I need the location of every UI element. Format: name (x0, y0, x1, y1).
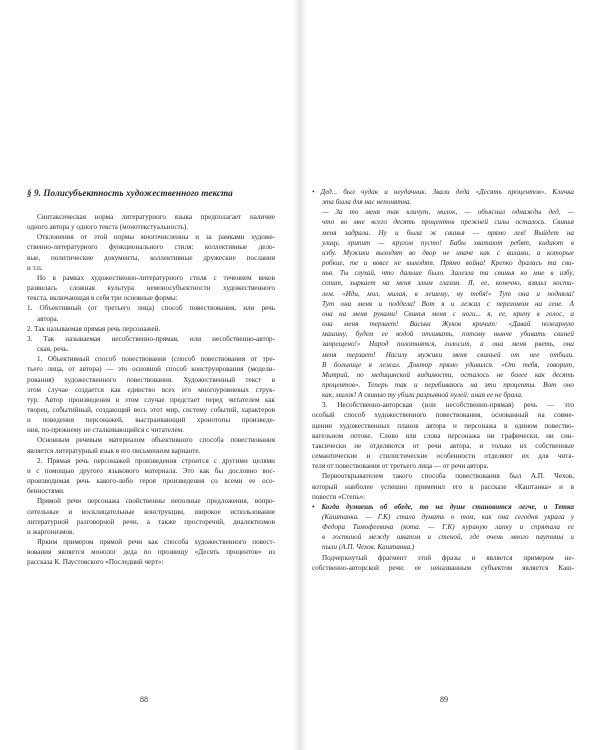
paragraph-line: одного автора у одного текста (монотекстуальность). (27, 223, 189, 232)
paragraph-line: тьего лица, от автора) — это основной способ конструирования (модели- (27, 365, 275, 374)
paragraph-line: литературной разговорной речи, а также просторечий, диалектизмов (27, 517, 275, 526)
paragraph-line: производимая речь какого-либо героя произведения со всеми ее осо- (27, 477, 275, 486)
list-item-continuation: автора. (37, 314, 59, 323)
paragraph-line: Синтаксическая норма литературного языка предполагает наличие (37, 213, 275, 221)
paragraph-line: теля от повествования от третьего лица — от речи автора. (312, 462, 489, 471)
paragraph-line: вые, политические документы, коллективные дружеские послания (27, 253, 275, 262)
paragraph-line: 1. Объективный способ повествования (способ повествования от тре- (37, 355, 275, 364)
quote-line: запрещено!» Народ полотнятся, голосит, а она меня рветь, она (322, 340, 574, 349)
paragraph-line: семантические и стилистические особенности отделяют их для чита- (312, 452, 574, 461)
paragraph-line: Отклонения от этой нормы многочисленны и за рамками художе- (37, 233, 275, 242)
paragraph-line: рования) художественного повествования. Художественный текст в (27, 375, 275, 384)
paragraph-line: является литературный язык в его письменном варианте. (27, 446, 201, 455)
paragraph-line: текста, включающая в себя три основные формы: (27, 294, 178, 303)
paragraph-line: Первооткрывателем такого способа повествования был А.П. Чехов, (322, 472, 574, 481)
paragraph-line: Прямой речи персонажа свойственны неполные предложения, вопро- (37, 497, 275, 506)
quote-line: сопит, зыркает на меня злым глазом. Я, ее, конечно, взяльз кости- (322, 279, 574, 288)
quote-line: В больнице я лежал. Доктор прямо удивился. «От тебя, говорит, (322, 360, 574, 369)
quote-line: избу. Мужики выходят во двор не иначе как с вилами, а которые (322, 248, 574, 257)
paragraph-line: и с помощью другого языкового материала. Это как бы дословно вос- (27, 466, 275, 475)
paragraph-line: сительные и восклицательные конструкции, широкое использование (27, 507, 275, 516)
list-item-continuation: ская, речь. (37, 345, 69, 354)
right-page-text (312, 187, 574, 573)
quote-line: робкие, те и вовсе не выходят. Прямо война! Крепко дралась та сви- (322, 259, 574, 268)
paragraph-line: повести «Степь»: (312, 492, 366, 501)
quote-line: Федора Тимофеевича (кота. — Г.К) куриную лапку и спрятала ее (322, 523, 574, 532)
quote-line: • Когда думаешь об обеде, то на душе становится легче, и Тетка (312, 502, 574, 511)
list-item: 3. Так называемая несобственно-прямая, или несобственно-автор- (27, 334, 275, 343)
quote-line: что во мне всего десять процентов прежней силы осталось. Свинья (322, 218, 574, 227)
quote-line: нья. Ты слухай, что дальше было. Залезла та свинья ко мне в избу, (322, 269, 574, 278)
paragraph-line: вательном потоке. Слово или слова персонажа ни графически, ни син- (312, 431, 574, 440)
paragraph-line: Подчеркнутый фрагмент этой фразы и является примером не- (322, 553, 574, 562)
list-item: 2. Так называемая прямая речь персонажей. (27, 324, 161, 333)
quote-line: меня терзает! Насилу мужики меня свиньей от нее отбили. (322, 350, 574, 359)
quote-line: она на меня руками! Свинья меня с ноги... я, ее, кричу в голос, а (322, 309, 574, 318)
paragraph-line: 2. Прямая речь персонажей произведения строится с другими целями (37, 456, 275, 465)
quote-line: — За то меня так кличут, милок, — объяснил однажды дед, — (322, 208, 574, 217)
list-item: 1. Объективный (от третьего лица) способ повествования, или речь (27, 304, 275, 313)
right-page (300, 0, 600, 750)
paragraph-line: собственно-авторской речи: ее неназванным субъектом является Каш- (312, 563, 574, 572)
page-number: 88 (140, 695, 148, 704)
paragraph-line: Ярким примером прямой речи как способа художественного повест- (37, 538, 275, 546)
quote-line: Тут она меня и поддела! Вот я и лежал с переломом на сене. А (322, 299, 574, 308)
paragraph-line: бенностями. (27, 487, 65, 496)
left-page-text (27, 187, 275, 567)
quote-line: меня задрала. Ну и была ж свинья — прямо лев! Выйдет на (322, 228, 574, 237)
quote-line: пыли (А.П. Чехов. Каштанка.) (322, 543, 415, 552)
quote-line: машину, будем ее водой отливать, потому нынче убивать свиней (322, 330, 574, 339)
quote-line: Митрий, по медицинской видимости, осталось не более как десять (322, 370, 574, 379)
quote-line: процентов». Теперь так и перебиваюсь на эти проценты. Вот оно (322, 380, 574, 389)
paragraph-line: щении художественных планов автора и персонажа в едином повество- (312, 421, 574, 430)
quote-line: она меня терзает! Васька Жуков кричит: «Давай пожарную (322, 320, 574, 329)
quote-line: эта была для нас непонятна. (322, 198, 412, 207)
quote-line: улицу, хрипит — кругом пусто! Бабы хватают ребят, кидают в (322, 238, 574, 247)
quote-line: (Каштанка. — Г.К) стала думать о том, как она сегодня украла у (322, 513, 574, 521)
section-heading: § 9. Полисубъектность художественного текста (27, 188, 233, 198)
paragraph-line: таксически не отделяются от речи автора, и только их собственные (312, 441, 574, 450)
paragraph-line: особый способ художественного повествования, основанный на совме- (312, 411, 574, 420)
quote-line: как, милок! А свинью ту убили разрывной пулей: иная ее не брала. (322, 391, 523, 400)
paragraph-line: и поведения персонажей, выстраивающий хронотопы произведе- (27, 416, 275, 425)
paragraph-line: Основным речевым материалом объективного способа повествования (37, 436, 275, 445)
paragraph-line: ственно-литературного функционального стиля: коллективные дело- (27, 243, 275, 252)
paragraph-line: тур. Автор произведения в этом случае предстает перед читателем как (27, 395, 275, 404)
paragraph-line: ния, по-прежнему не сталкивающийся с читателем. (27, 426, 184, 435)
paragraph-line: и т.п. (27, 263, 43, 272)
paragraph-line: творец, событийный, создающий весь этот мир, систему событий, характеров (27, 405, 275, 414)
page-number: 89 (440, 695, 448, 704)
quote-line: в гостиной между шкапом и стеной, где очень много паутины и (322, 533, 574, 542)
paragraph-line: развилась сложная культура немоносубъектности художественного (27, 284, 275, 293)
paragraph-line: 3. Несобственно-авторская (или несобственно-прямая) речь — это (322, 401, 574, 410)
quote-line: • Дед... был чудак и неудачник. Звали деда «Десять процентов». Кличка (312, 188, 574, 196)
paragraph-line: этом случае создается как единство всех его многоуровневых струк- (27, 385, 275, 394)
paragraph-line: и жаргонизмов. (27, 527, 75, 536)
paragraph-line: рассказа К. Паустовского «Последний черт»: (27, 558, 164, 567)
quote-line: лем. «Иди, мол, милая, в лешему, ну тебя!» Тут она и подняла! (322, 289, 574, 298)
paragraph-line: вования является монолог деда по прозвищу «Десять процентов» из (27, 548, 275, 557)
paragraph-line: который наиболее успешно применил его в рассказе «Каштанка» и в (312, 482, 574, 491)
paragraph-line: Но в рамках художественно-литературного стиля с течением веков (37, 273, 275, 282)
